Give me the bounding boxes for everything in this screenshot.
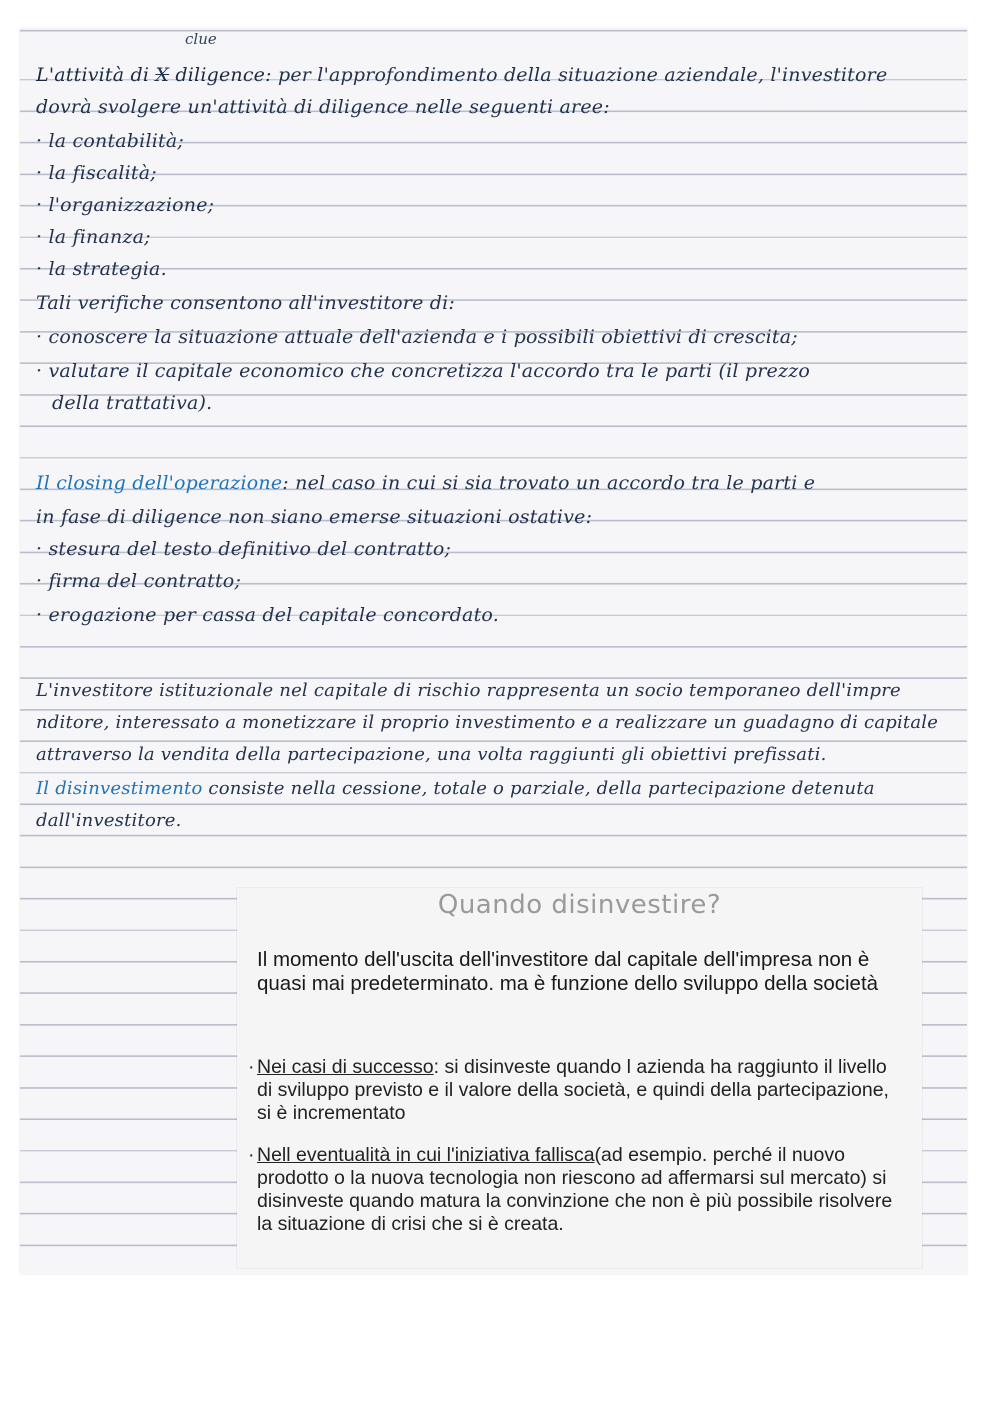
section1-line1-rest: : per l'approfondimento della situazione aziendale, l'investitore xyxy=(265,64,888,86)
bullet-dot: · xyxy=(248,1144,255,1166)
correction-note: clue xyxy=(185,30,217,48)
section1-heading-rest: diligence xyxy=(175,64,266,86)
section2-item: · erogazione per cassa del capitale concordato. xyxy=(36,604,499,626)
printed-excerpt xyxy=(237,888,922,1268)
printed-title: Quando disinvestire? xyxy=(437,890,722,920)
section3-heading-rest: consiste nella cessione, totale o parziale, della partecipazione detenuta xyxy=(208,778,875,799)
section1-struck: X xyxy=(155,64,170,86)
printed-bullet-failure xyxy=(248,1144,907,1236)
section2-line2: in fase di diligence non siano emerse situazioni ostative: xyxy=(36,506,593,528)
section1-item: · la finanza; xyxy=(36,226,151,248)
section1-item: · la strategia. xyxy=(36,258,167,280)
section2-line1-rest: : nel caso in cui si sia trovato un accordo tra le parti e xyxy=(282,472,816,494)
section1-line-after: Tali verifiche consentono all'investitore di: xyxy=(36,292,456,314)
section1-heading: L'attività di xyxy=(36,64,150,86)
section1-item: · l'organizzazione; xyxy=(36,194,215,216)
section3-line: L'investitore istituzionale nel capitale di rischio rappresenta un socio temporaneo dell'impre xyxy=(36,680,901,701)
bullet-dot: · xyxy=(248,1056,255,1078)
printed-bullet2-lead: Nell eventualità in cui l'iniziativa fallisca xyxy=(257,1144,595,1166)
printed-bullet-success xyxy=(248,1056,907,1125)
section2-item: · firma del contratto; xyxy=(36,570,242,592)
section1-item: · la fiscalità; xyxy=(36,162,157,184)
section2-heading-line xyxy=(36,472,815,494)
printed-bullet1-lead: Nei casi di successo xyxy=(257,1056,434,1078)
section1-heading-line xyxy=(36,64,887,86)
section1-bullet: · valutare il capitale economico che concretizza l'accordo tra le parti (il prezzo xyxy=(36,360,811,382)
section3-line: nditore, interessato a monetizzare il proprio investimento e a realizzare un guadagno di capitale xyxy=(36,712,939,733)
printed-bullet1-rest: : si disinveste quando l azienda ha raggiunto il livello di sviluppo previsto e il valore della società, e quindi della partecipazione, si è incrementato xyxy=(257,1056,889,1124)
section3-heading: Il disinvestimento xyxy=(36,778,203,799)
section1-bullet-continuation: della trattativa). xyxy=(52,392,213,414)
section1-item: · la contabilità; xyxy=(36,130,184,152)
printed-bullet2-rest: (ad esempio. perché il nuovo prodotto o la nuova tecnologia non riescono ad affermarsi sul mercato) si disinveste quando matura la convinzione che non è più possibile risolvere la situazione di crisi che si è creata. xyxy=(257,1144,893,1235)
section1-bullet: · conoscere la situazione attuale dell'azienda e i possibili obiettivi di crescita; xyxy=(36,326,798,348)
section3-heading-line xyxy=(36,778,875,799)
section2-item: · stesura del testo definitivo del contratto; xyxy=(36,538,452,560)
section2-heading: Il closing dell'operazione xyxy=(36,472,283,494)
section3-last: dall'investitore. xyxy=(36,810,182,831)
printed-intro: Il momento dell'uscita dell'investitore dal capitale dell'impresa non è quasi mai predeterminato. ma è funzione dello sviluppo della società xyxy=(257,948,879,995)
section1-line2: dovrà svolgere un'attività di diligence nelle seguenti aree: xyxy=(36,96,610,118)
section3-line: attraverso la vendita della partecipazione, una volta raggiunti gli obiettivi prefissati. xyxy=(36,744,827,765)
